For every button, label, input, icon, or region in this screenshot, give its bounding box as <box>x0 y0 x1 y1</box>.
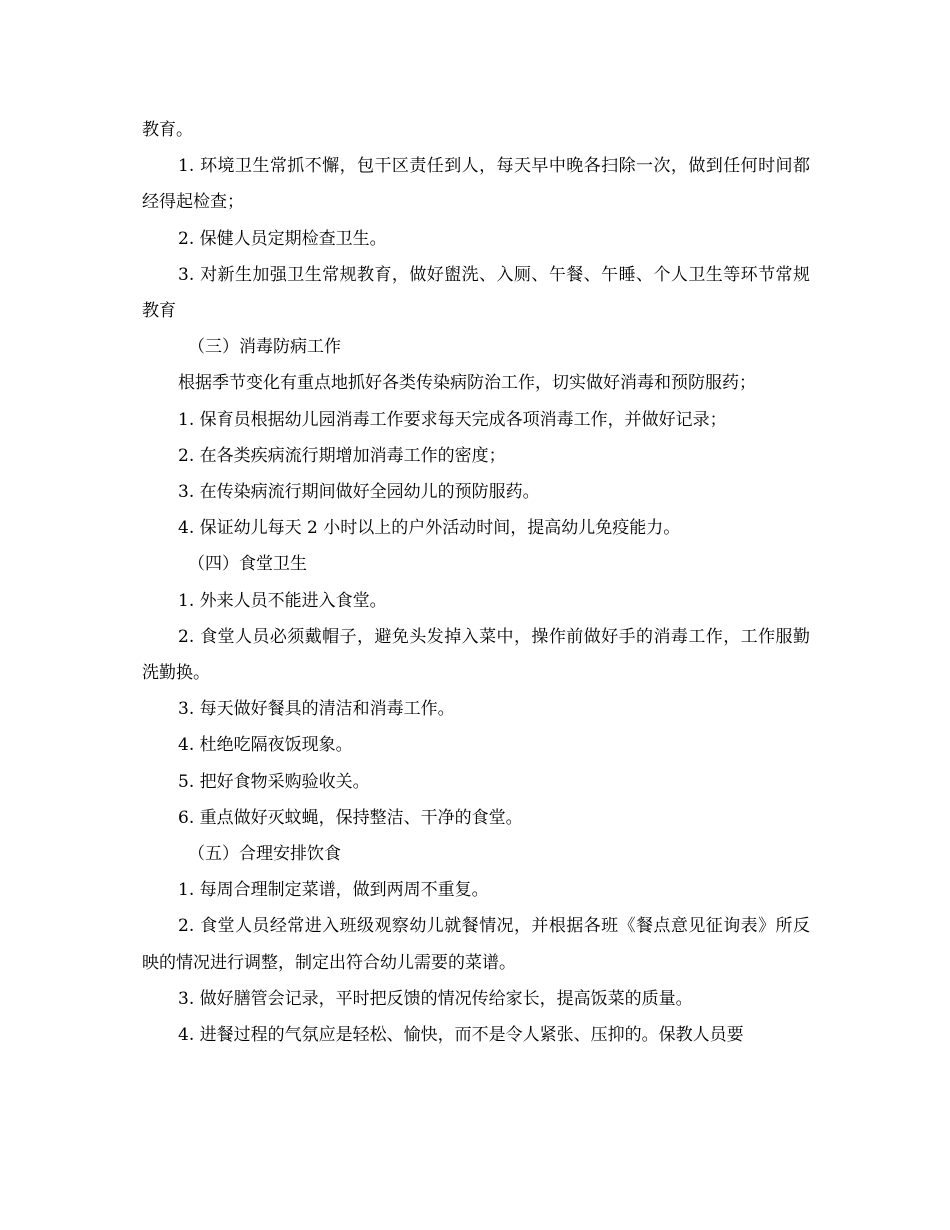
list-item-disinfection-1: 1. 保育员根据幼儿园消毒工作要求每天完成各项消毒工作，并做好记录； <box>178 409 727 430</box>
list-item-canteen-5: 5. 把好食物采购验收关。 <box>178 771 370 792</box>
paragraph-continuation: 教育。 <box>142 120 193 140</box>
document-body <box>142 112 810 1053</box>
list-item-canteen-2: 2. 食堂人员必须戴帽子，避免头发掉入菜中，操作前做好手的消毒工作，工作服勤洗勤换。 <box>142 626 810 684</box>
section-heading-diet: （五）合理安排饮食 <box>188 844 341 865</box>
list-item-diet-1: 1. 每周合理制定菜谱，做到两周不重复。 <box>178 880 489 901</box>
paragraph-disinfection-intro: 根据季节变化有重点地抓好各类传染病防治工作，切实做好消毒和预防服药； <box>178 373 756 394</box>
list-item-canteen-6: 6. 重点做好灭蚊蝇，保持整洁、干净的食堂。 <box>178 807 523 828</box>
list-item-hygiene-1: 1. 环境卫生常抓不懈，包干区责任到人，每天早中晚各扫除一次，做到任何时间都经得起检查； <box>142 156 810 213</box>
list-item-hygiene-2: 2. 保健人员定期检查卫生。 <box>178 228 387 249</box>
list-item-canteen-4: 4. 杜绝吃隔夜饭现象。 <box>178 735 353 756</box>
section-heading-disinfection: （三）消毒防病工作 <box>188 337 341 358</box>
list-item-disinfection-4: 4. 保证幼儿每天 2 小时以上的户外活动时间，提高幼儿免疫能力。 <box>178 518 681 539</box>
list-item-diet-4: 4. 进餐过程的气氛应是轻松、愉快，而不是令人紧张、压抑的。保教人员要 <box>178 1025 744 1046</box>
list-item-diet-2: 2. 食堂人员经常进入班级观察幼儿就餐情况，并根据各班《餐点意见征询表》所反映的情况进行调整，制定出符合幼儿需要的菜谱。 <box>142 916 810 973</box>
section-heading-canteen: （四）食堂卫生 <box>188 554 307 575</box>
list-item-diet-3: 3. 做好膳管会记录，平时把反馈的情况传给家长，提高饭菜的质量。 <box>178 988 693 1009</box>
list-item-canteen-1: 1. 外来人员不能进入食堂。 <box>178 590 387 611</box>
list-item-disinfection-2: 2. 在各类疾病流行期增加消毒工作的密度； <box>178 445 506 466</box>
list-item-disinfection-3: 3. 在传染病流行期间做好全园幼儿的预防服药。 <box>178 482 540 503</box>
list-item-canteen-3: 3. 每天做好餐具的清洁和消毒工作。 <box>178 699 455 720</box>
list-item-hygiene-3: 3. 对新生加强卫生常规教育，做好盥洗、入厕、午餐、午睡、个人卫生等环节常规教育 <box>142 264 810 322</box>
